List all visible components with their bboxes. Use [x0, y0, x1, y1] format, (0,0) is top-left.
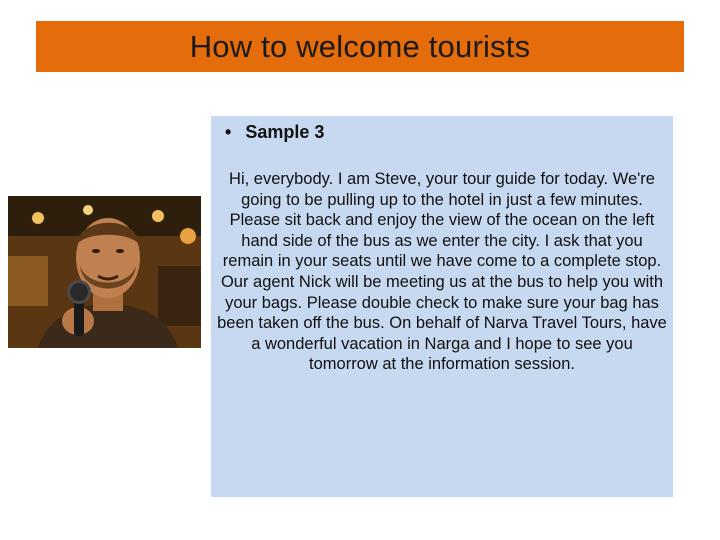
bullet-dot-icon: • [225, 122, 232, 142]
tour-guide-photo [8, 196, 201, 348]
tour-guide-image [8, 196, 201, 348]
bullet-label: Sample 3 [245, 122, 325, 142]
content-box [211, 116, 673, 497]
speech-text: Hi, everybody. I am Steve, your tour guide for today. We're going to be pulling up to the hotel in just a few minutes. Please sit back and enjoy the view of the ocean on the left hand side of the bus as we enter the city. I ask that you remain in your seats until we have come to a complete stop. Our agent Nick will be meeting us at the bus to help you with your bags. Please double check to make sure your bag has been taken off the bus. On behalf of Narva Travel Tours, have a wonderful vacation in Narga and I hope to see you tomorrow at the information session. [217, 170, 667, 374]
slide-title: How to welcome tourists [189, 28, 531, 64]
title-bar [36, 21, 684, 72]
bullet-item [225, 122, 324, 143]
